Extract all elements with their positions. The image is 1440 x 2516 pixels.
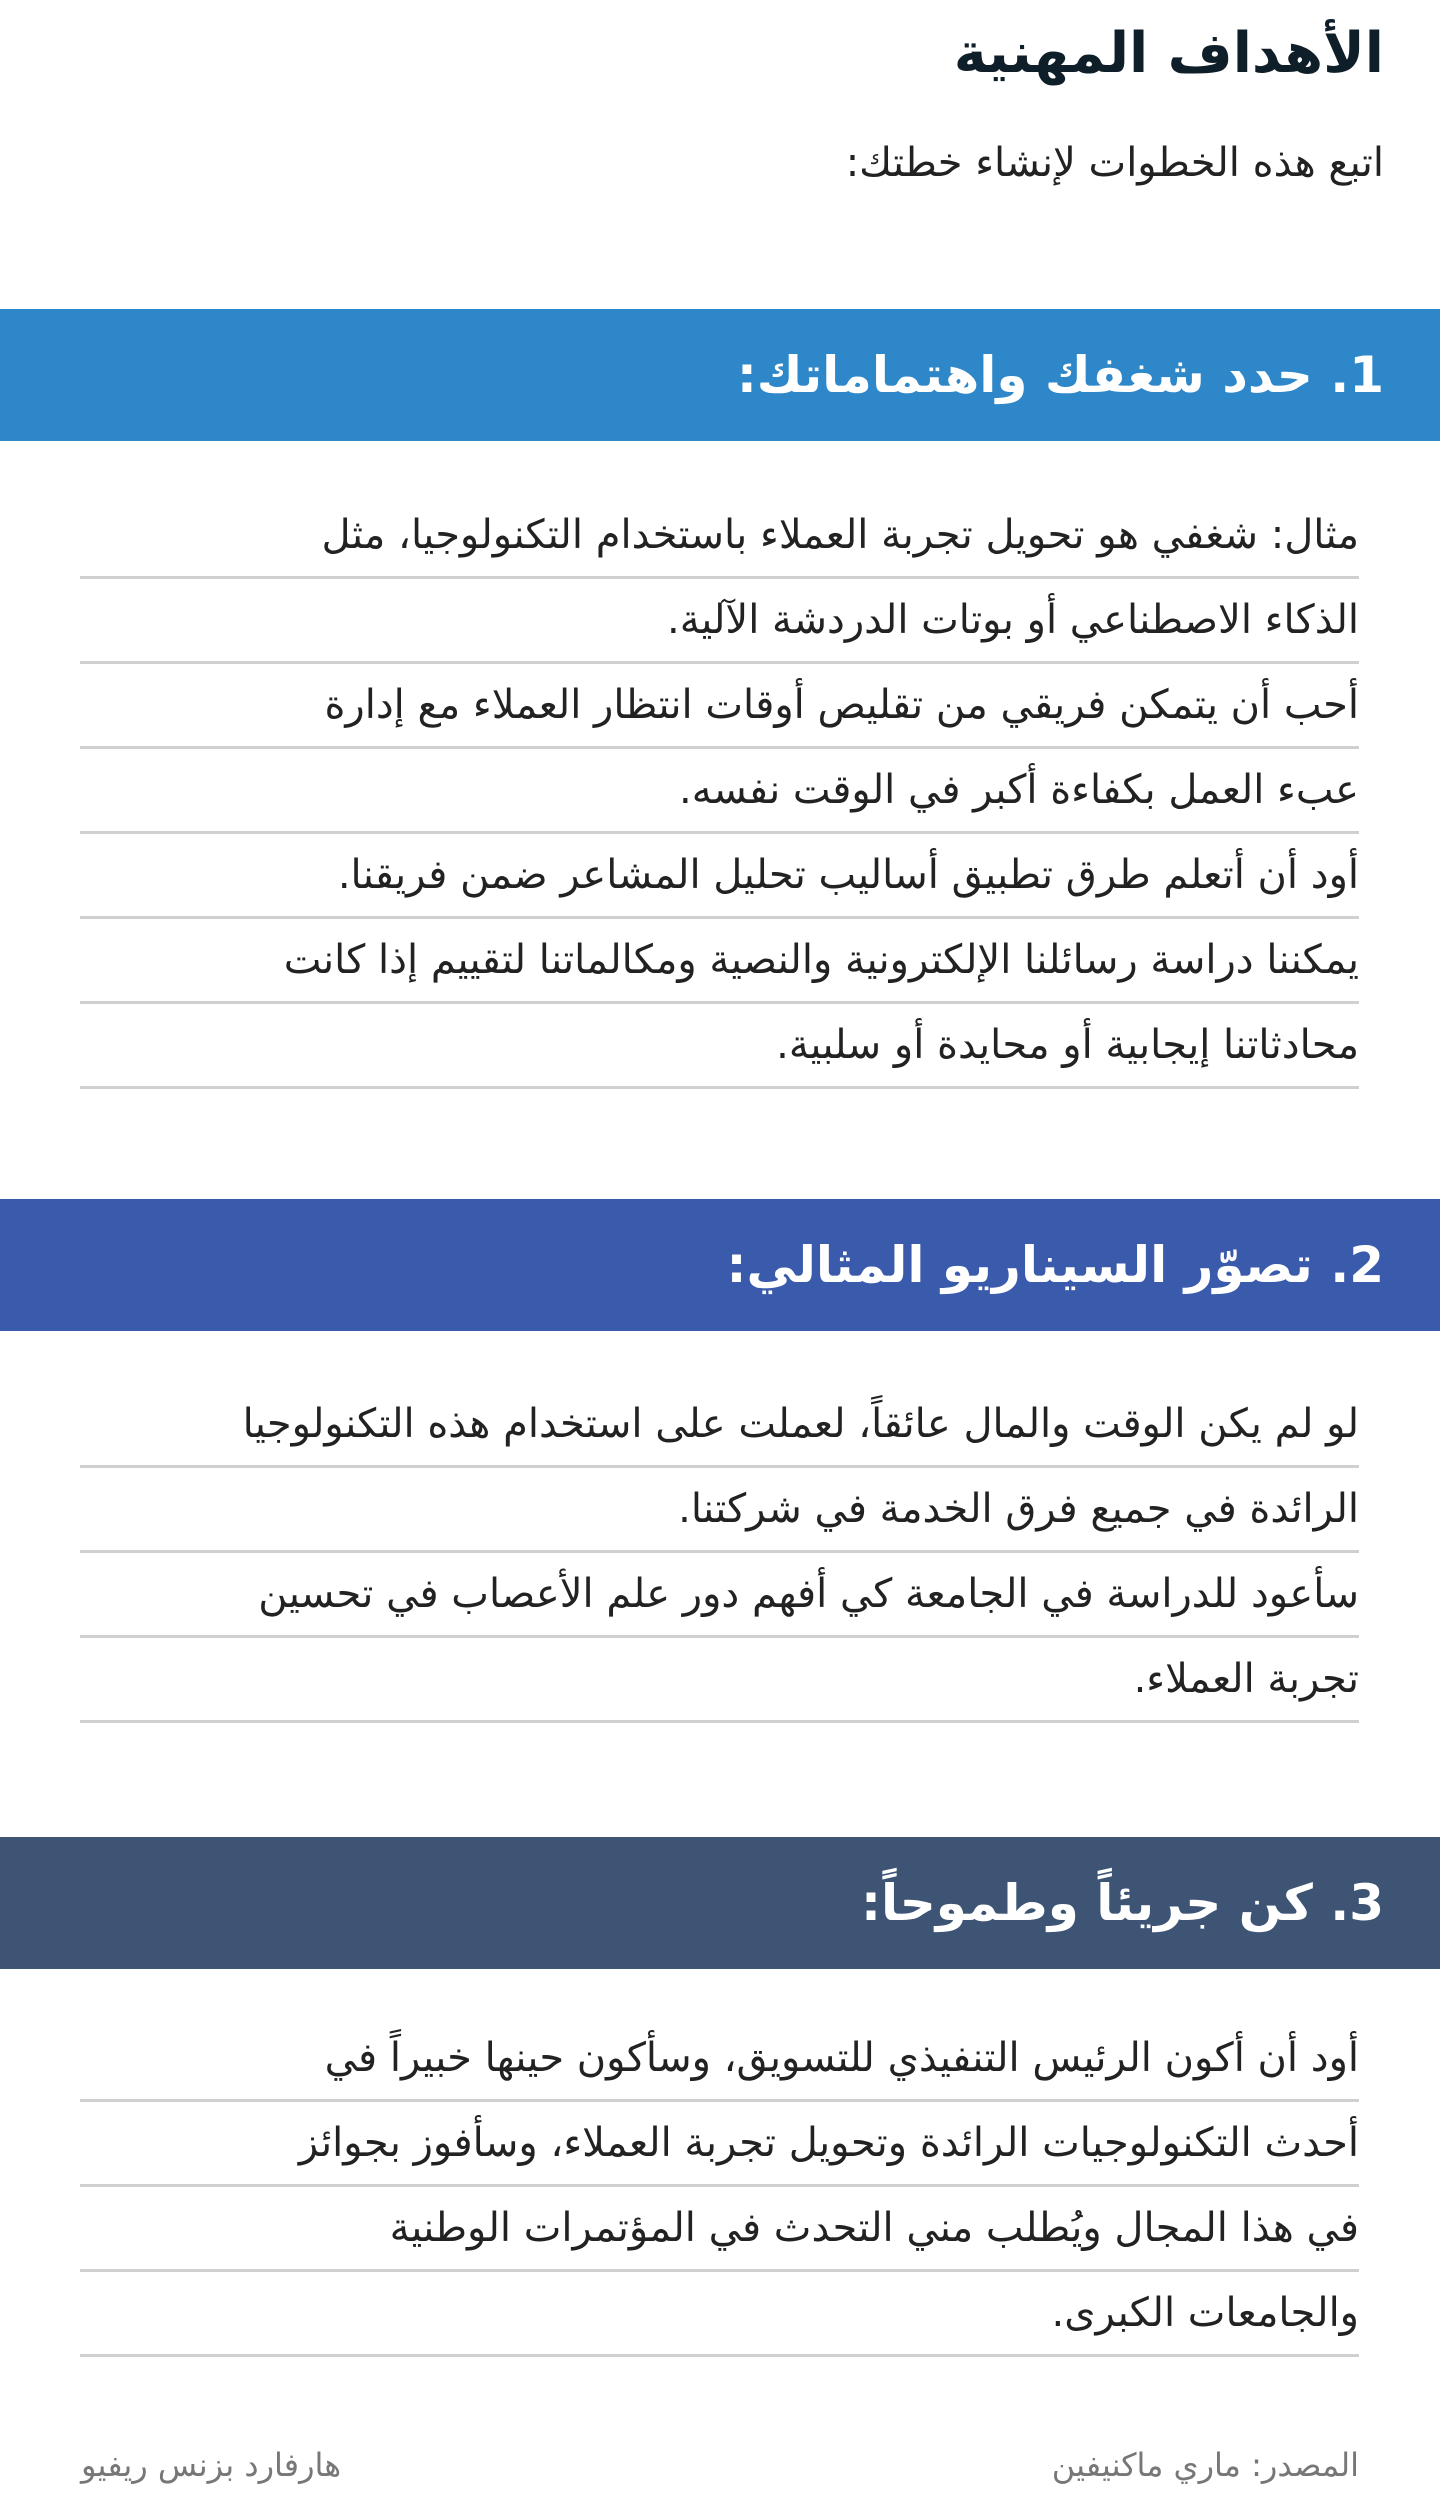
section-2-banner [0,1199,1440,1331]
section-1-line: محادثاتنا إيجابية أو محايدة أو سلبية. [80,1004,1359,1089]
section-1-banner [0,309,1440,441]
section-1-line: أود أن أتعلم طرق تطبيق أساليب تحليل المشاعر ضمن فريقنا. [80,834,1359,919]
page-subtitle: اتبع هذه الخطوات لإنشاء خطتك: [845,140,1384,186]
section-2-line: الرائدة في جميع فرق الخدمة في شركتنا. [80,1468,1359,1553]
section-1-line: مثال: شغفي هو تحويل تجربة العملاء باستخدام التكنولوجيا، مثل [80,494,1359,579]
section-1-line: أحب أن يتمكن فريقي من تقليص أوقات انتظار العملاء مع إدارة [80,664,1359,749]
section-1-lines [80,494,1359,1089]
page-title: الأهداف المهنية [953,21,1384,86]
section-2-line: سأعود للدراسة في الجامعة كي أفهم دور علم الأعصاب في تحسين [80,1553,1359,1638]
section-3-heading: 3. كن جريئاً وطموحاً: [860,1874,1384,1932]
section-3-banner [0,1837,1440,1969]
section-1-heading: 1. حدد شغفك واهتماماتك: [736,346,1384,404]
publisher-credit: هارفارد بزنس ريفيو [81,2446,342,2484]
section-1-line: عبء العمل بكفاءة أكبر في الوقت نفسه. [80,749,1359,834]
section-1-line: الذكاء الاصطناعي أو بوتات الدردشة الآلية. [80,579,1359,664]
source-credit: المصدر: ماري ماكنيفين [1051,2446,1359,2484]
section-2-line: لو لم يكن الوقت والمال عائقاً، لعملت على استخدام هذه التكنولوجيا [80,1383,1359,1468]
section-3-line: أود أن أكون الرئيس التنفيذي للتسويق، وسأكون حينها خبيراً في [80,2017,1359,2102]
section-3-line: أحدث التكنولوجيات الرائدة وتحويل تجربة العملاء، وسأفوز بجوائز [80,2102,1359,2187]
section-2-heading: 2. تصوّر السيناريو المثالي: [726,1236,1384,1294]
section-2-line: تجربة العملاء. [80,1638,1359,1723]
section-2-lines [80,1383,1359,1723]
section-3-line: في هذا المجال ويُطلب مني التحدث في المؤتمرات الوطنية [80,2187,1359,2272]
section-1-line: يمكننا دراسة رسائلنا الإلكترونية والنصية ومكالماتنا لتقييم إذا كانت [80,919,1359,1004]
section-3-line: والجامعات الكبرى. [80,2272,1359,2357]
section-3-lines [80,2017,1359,2357]
